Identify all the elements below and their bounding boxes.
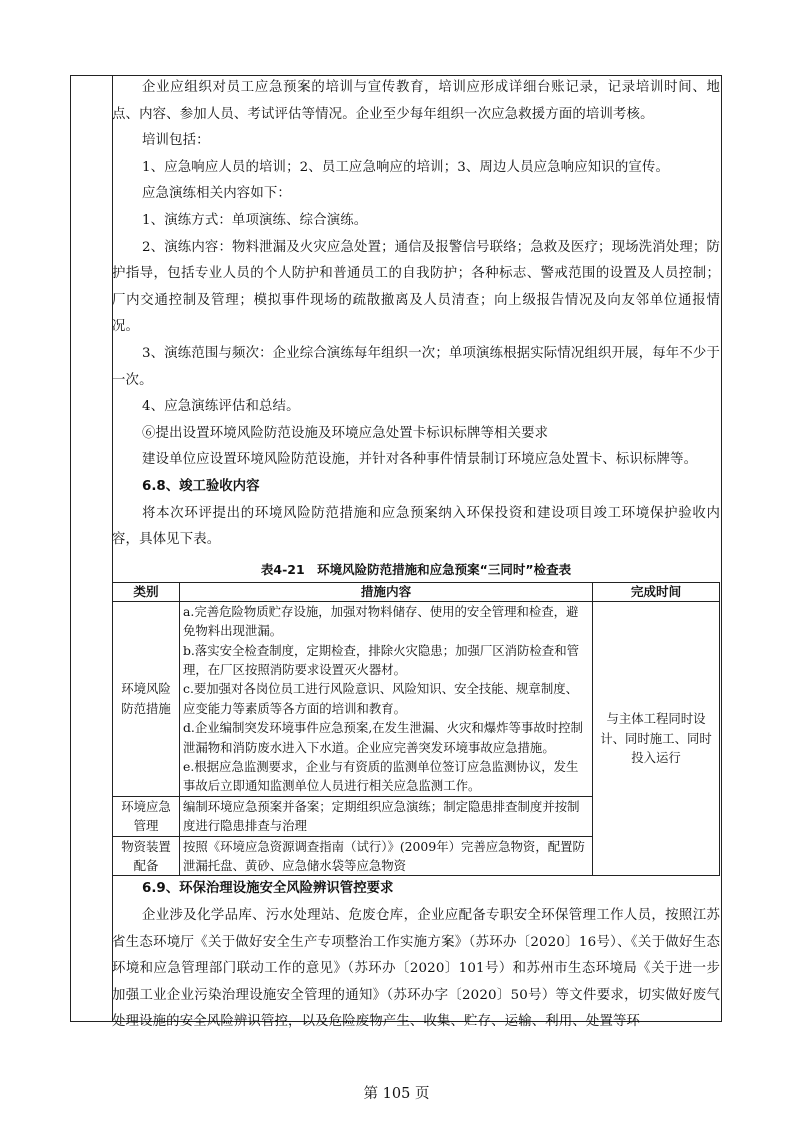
paragraph: 应急演练相关内容如下： bbox=[142, 186, 291, 202]
completion-time: 与主体工程同时设计、同时施工、同时投入运行 bbox=[593, 601, 720, 876]
measure-item: d.企业编制突发环境事件应急预案,在发生泄漏、火灾和爆炸等事故时控制泄漏物和消防废水进入下水道。企业应完善突发环境事故应急措施。 bbox=[183, 720, 583, 755]
paragraph: 1、应急响应人员的培训；2、员工应急响应的培训；3、周边人员应急响应知识的宣传。 bbox=[142, 159, 670, 175]
row-category: 环境风险防范措施 bbox=[113, 601, 180, 796]
paragraph: 企业应组织对员工应急预案的培训与宣传教育，培训应形成详细台账记录，记录培训时间、地点、内容、参加人员、考试评估等情况。企业至少每年组织一次应急救援方面的培训考核。 bbox=[112, 80, 720, 122]
table-header-row bbox=[113, 582, 720, 601]
measure-item: 编制环境应急预案并备案；定期组织应急演练；制定隐患排查制度并按制度进行隐患排查与治理 bbox=[183, 798, 580, 834]
paragraph: 将本次环评提出的环境风险防范措施和应急预案纳入环保投资和建设项目竣工环境保护验收内容，具体见下表。 bbox=[112, 505, 720, 548]
row-category: 物资装置配备 bbox=[113, 836, 180, 876]
header-measures: 措施内容 bbox=[180, 582, 593, 601]
table-caption: 表4-21 环境风险防范措施和应急预案“三同时”检查表 bbox=[260, 561, 572, 577]
paragraph: 企业涉及化学品库、污水处理站、危废仓库，企业应配备专职安全环保管理工作人员，按照江苏省生态环境厅《关于做好安全生产专项整治工作实施方案》（苏环办〔2020〕16号）、《关于做好生态环境和应急管理部门联动工作的意见》（苏环办〔2020〕101号）和苏州市生态环境局《关于进一步加强工业企业污染治理设施安全管理的通知》（苏环办字〔2020〕50号）等文件要求，切实做好废气处理设施的安全风险辨识管控，以及危险废物产生、收集、贮存、运输、利用、处置等环 bbox=[112, 907, 720, 1030]
table-row bbox=[113, 601, 720, 796]
measure-item: c.要加强对各岗位员工进行风险意识、风险知识、安全技能、规章制度、应变能力等素质等各方面的培训和教育。 bbox=[183, 681, 578, 716]
measure-item: 按照《环境应急资源调查指南（试行）》(2009年）完善应急物资，配置防泄漏托盘、黄砂、应急储水袋等应急物资 bbox=[183, 838, 585, 873]
header-time: 完成时间 bbox=[593, 582, 720, 601]
paragraph: 培训包括： bbox=[142, 133, 210, 149]
paragraph: ⑥提出设置环境风险防范设施及环境应急处置卡标识标牌等相关要求 bbox=[142, 425, 549, 441]
row-measures bbox=[180, 836, 593, 876]
three-simultaneous-check-table bbox=[112, 582, 720, 877]
document-body bbox=[112, 75, 720, 1036]
page-number: 第 105 页 bbox=[363, 1086, 430, 1102]
row-category: 环境应急管理 bbox=[113, 796, 180, 836]
paragraph: 4、应急演练评估和总结。 bbox=[142, 399, 300, 415]
paragraph: 2、演练内容：物料泄漏及火灾应急处置；通信及报警信号联络；急救及医疗；现场洗消处理；防护指导，包括专业人员的个人防护和普通员工的自我防护；各种标志、警戒范围的设置及人员控制；厂内交通控制及管理；模拟事件现场的疏散撤离及人员清查；向上级报告情况及向友邻单位通报情况。 bbox=[112, 239, 720, 335]
header-category: 类别 bbox=[113, 582, 180, 601]
section-heading-6-8: 6.8、竣工验收内容 bbox=[142, 478, 260, 494]
paragraph: 1、演练方式：单项演练、综合演练。 bbox=[142, 212, 368, 228]
paragraph: 建设单位应设置环境风险防范设施，并针对各种事件情景制订环境应急处置卡、标识标牌等。 bbox=[142, 452, 698, 468]
row-measures bbox=[180, 796, 593, 836]
measure-item: a.完善危险物质贮存设施，加强对物料储存、使用的安全管理和检查，避免物料出现泄漏。 bbox=[183, 603, 579, 639]
measure-item: b.落实安全检查制度，定期检查，排除火灾隐患；加强厂区消防检查和管理，在厂区按照消防要求设置灭火器材。 bbox=[183, 642, 579, 677]
section-heading-6-9: 6.9、环保治理设施安全风险辨识管控要求 bbox=[142, 881, 394, 897]
measure-item: e.根据应急监测要求，企业与有资质的监测单位签订应急监测协议，发生事故后立即通知监测单位人员进行相关应急监测工作。 bbox=[183, 758, 579, 794]
paragraph: 3、演练范围与频次：企业综合演练每年组织一次；单项演练根据实际情况组织开展，每年不少于一次。 bbox=[112, 345, 720, 388]
row-measures bbox=[180, 601, 593, 796]
